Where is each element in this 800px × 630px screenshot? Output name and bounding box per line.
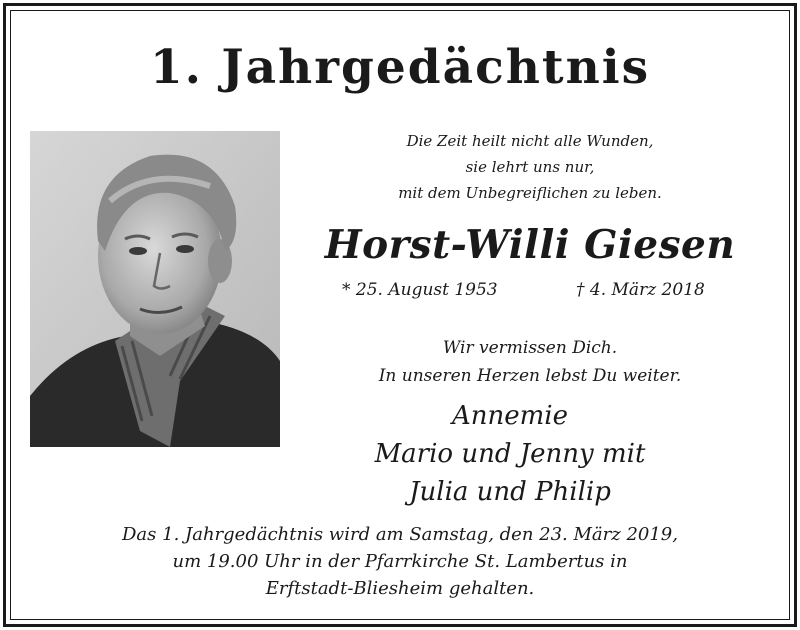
portrait-photo [30, 131, 280, 447]
memorial-service-notice [0, 521, 800, 602]
family-line: Julia und Philip [409, 477, 611, 507]
family-signature [300, 397, 720, 511]
quote-line: sie lehrt uns nur, [465, 158, 595, 176]
quote-line: mit dem Unbegreiflichen zu leben. [398, 184, 662, 202]
birth-date: * 25. August 1953 [342, 280, 498, 300]
deceased-name: Horst-Willi Giesen [324, 222, 736, 268]
family-line: Annemie [451, 401, 568, 431]
message-line: Wir vermissen Dich. [442, 338, 618, 358]
page-title: 1. Jahrgedächtnis [149, 40, 651, 95]
message-block [330, 334, 730, 390]
quote-line: Die Zeit heilt nicht alle Wunden, [406, 132, 654, 150]
quote-block [330, 128, 730, 206]
death-date: † 4. März 2018 [576, 280, 705, 300]
family-line: Mario und Jenny mit [374, 439, 646, 469]
notice-line: um 19.00 Uhr in der Pfarrkirche St. Lambertus in [172, 551, 628, 572]
notice-line: Das 1. Jahrgedächtnis wird am Samstag, den 23. März 2019, [122, 524, 678, 545]
message-line: In unseren Herzen lebst Du weiter. [378, 366, 682, 386]
notice-line: Erftstadt-Bliesheim gehalten. [265, 578, 535, 599]
